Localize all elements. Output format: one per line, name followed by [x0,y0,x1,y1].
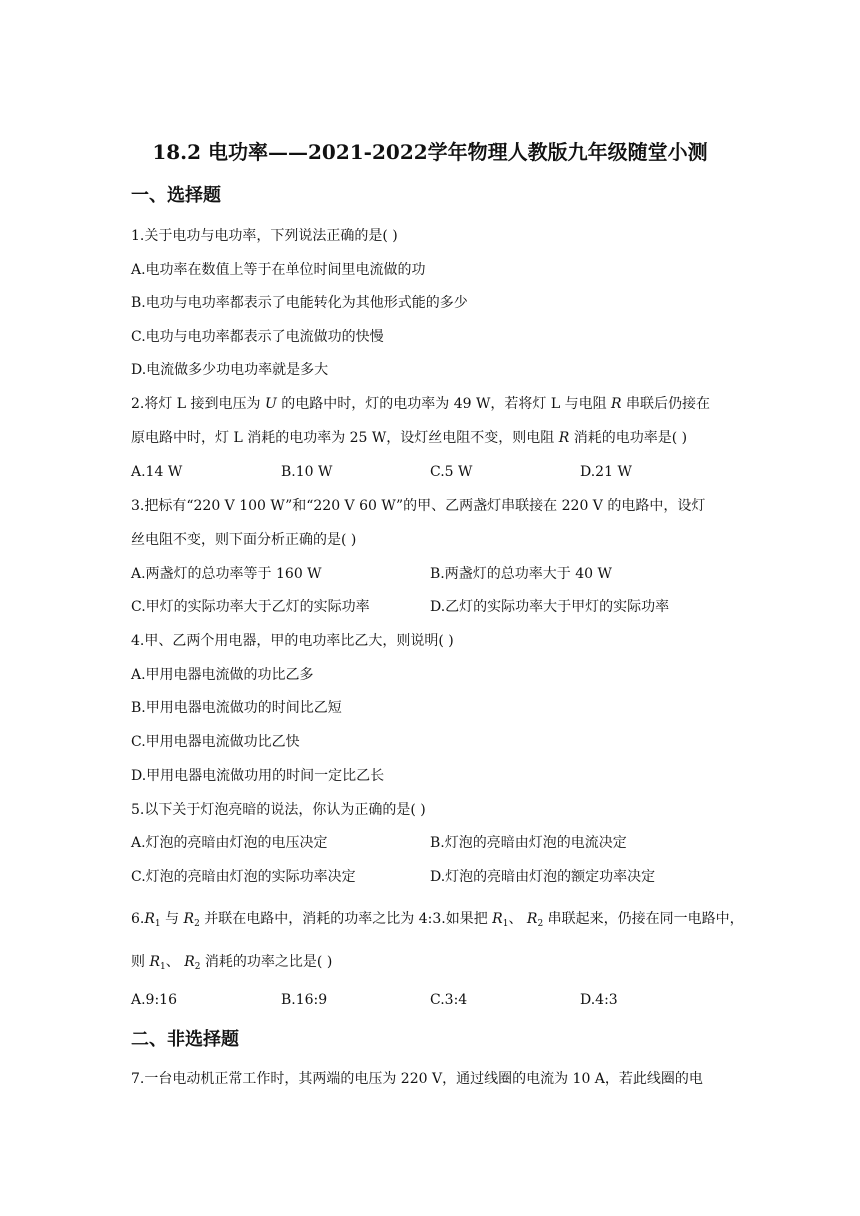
q6-option-a: A.9:16 [131,992,177,1008]
q4-option-b: B.甲用电器电流做功的时间比乙短 [131,700,342,716]
q2-stem-line2: 原电路中时，灯 L 消耗的电功率为 25 W，设灯丝电阻不变，则电阻 R 消耗的电功率是( ) [131,430,688,446]
q2-stem-line1: 2.将灯 L 接到电压为 U 的电路中时，灯的电功率为 49 W，若将灯 L 与电阻 R 串联后仍接在 [131,396,711,412]
q6-stem-line1: $6.R_1$ 与 $R_2$ 并联在电路中，消耗的功率之比为 4:3.如果把 $R_1$、 $R_2$ 串联起来，仍接在同一电路中， [131,911,744,929]
q2-option-c: C.5 W [430,464,473,480]
q4-option-c: C.甲用电器电流做功比乙快 [131,734,300,750]
q7-stem-line1: 7.一台电动机正常工作时，其两端的电压为 220 V，通过线圈的电流为 10 A，若此线圈的电 [131,1071,703,1087]
q6-option-d: D.4:3 [580,992,618,1008]
q2-option-b: B.10 W [281,464,333,480]
q3-stem-line1: 3.把标有“220 V 100 W”和“220 V 60 W”的甲、乙两盏灯串联接在 220 V 的电路中，设灯 [131,498,706,514]
section-heading-choice: 一、选择题 [131,185,221,206]
section-heading-nonchoice: 二、非选择题 [131,1029,239,1050]
q6-option-c: C.3:4 [430,992,468,1008]
q4-option-a: A.甲用电器电流做的功比乙多 [131,667,314,683]
q3-stem-line2: 丝电阻不变，则下面分析正确的是( ) [131,532,357,548]
q5-option-a: A.灯泡的亮暗由灯泡的电压决定 [131,835,328,851]
q4-option-d: D.甲用电器电流做功用的时间一定比乙长 [131,768,385,784]
q3-option-a: A.两盏灯的总功率等于 160 W [131,566,322,582]
q1-stem: 1.关于电功与电功率，下列说法正确的是( ) [131,228,398,244]
q3-option-d: D.乙灯的实际功率大于甲灯的实际功率 [430,599,670,615]
q2-option-a: A.14 W [131,464,183,480]
q5-option-d: D.灯泡的亮暗由灯泡的额定功率决定 [430,869,656,885]
q3-option-c: C.甲灯的实际功率大于乙灯的实际功率 [131,599,370,615]
q5-option-c: C.灯泡的亮暗由灯泡的实际功率决定 [131,869,356,885]
q5-stem: 5.以下关于灯泡亮暗的说法，你认为正确的是( ) [131,802,426,818]
q6-stem-line2: 则 $R_1$、 $R_2$ 消耗的功率之比是( ) [131,954,333,972]
q1-option-b: B.电功与电功率都表示了电能转化为其他形式能的多少 [131,295,468,311]
q4-stem: 4.甲、乙两个用电器，甲的电功率比乙大，则说明( ) [131,633,454,649]
q3-option-b: B.两盏灯的总功率大于 40 W [430,566,612,582]
q1-option-c: C.电功与电功率都表示了电流做功的快慢 [131,329,384,345]
q5-option-b: B.灯泡的亮暗由灯泡的电流决定 [430,835,627,851]
q2-option-d: D.21 W [580,464,632,480]
q1-option-a: A.电功率在数值上等于在单位时间里电流做的功 [131,262,426,278]
page-title: 18.2 电功率——2021-2022学年物理人教版九年级随堂小测 [152,140,708,164]
q1-option-d: D.电流做多少功电功率就是多大 [131,362,329,378]
q6-option-b: B.16:9 [281,992,328,1008]
